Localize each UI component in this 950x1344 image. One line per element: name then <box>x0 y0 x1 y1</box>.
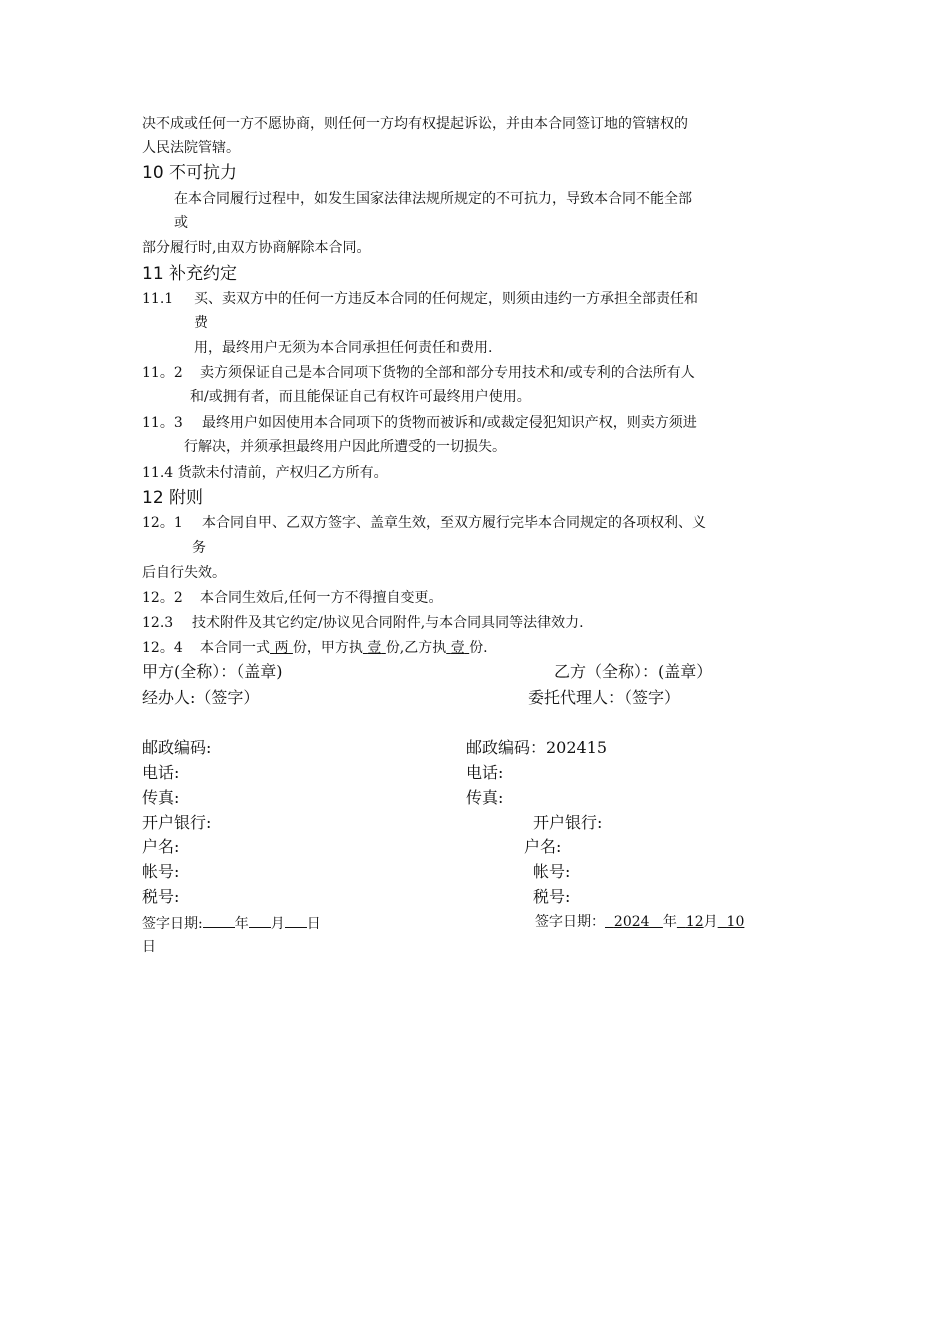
party-a-month-blank <box>249 913 271 928</box>
party-a-copies-value: 壹 <box>367 640 382 656</box>
party-b-sign-date-label: 签字日期： <box>535 914 605 930</box>
clause-11-2-number: 11。2 <box>142 365 183 381</box>
clause-12-4-text <box>200 639 488 657</box>
party-a-tax-number: 税号: <box>142 887 180 906</box>
party-a-month-label: 月 <box>270 916 285 932</box>
party-a-agent-label: 经办人:（签字） <box>142 688 260 707</box>
party-a-fax: 传真: <box>142 788 180 807</box>
party-b-account-name: 户名: <box>524 837 562 856</box>
clause-9-line-2: 人民法院管辖。 <box>142 140 240 156</box>
clause-10-line-3: 部分履行时,由双方协商解除本合同。 <box>142 240 371 256</box>
clause-12-3-text: 技术附件及其它约定/协议见合同附件,与本合同具同等法律效力. <box>192 615 584 631</box>
clause-12-4-part-1: 本合同一式 <box>200 640 270 656</box>
clause-11-2-line-1: 卖方须保证自己是本合同项下货物的全部和部分专用技术和/或专利的合法所有人 <box>200 365 695 381</box>
clause-11-1-number: 11.1 <box>142 291 174 307</box>
party-b-sign-date <box>535 913 744 931</box>
party-a-account-name: 户名: <box>142 837 180 856</box>
party-a-phone: 电话: <box>142 763 180 782</box>
party-a-bank: 开户银行: <box>142 813 212 832</box>
party-b-account-number: 帐号: <box>533 862 571 881</box>
clause-11-3-number: 11。3 <box>142 415 183 431</box>
party-a-postcode: 邮政编码: <box>142 738 212 757</box>
clause-12-1-line-2: 务 <box>192 540 206 556</box>
party-b-phone: 电话: <box>466 763 504 782</box>
clause-9-line-1: 决不成或任何一方不愿协商，则任何一方均有权提起诉讼，并由本合同签订地的管辖权的 <box>142 116 688 132</box>
party-a-year-label: 年 <box>234 916 249 932</box>
party-a-year-blank <box>203 913 235 928</box>
party-a-sign-date-label: 签字日期: <box>142 916 203 932</box>
party-b-tax-number: 税号: <box>533 887 571 906</box>
party-b-agent-label: 委托代理人：（签字） <box>528 688 681 707</box>
party-b-copies-value: 壹 <box>450 640 465 656</box>
party-b-year-value: 2024 <box>613 914 650 930</box>
clause-12-1-number: 12。1 <box>142 515 183 531</box>
clause-11-3-line-1: 最终用户如因使用本合同项下的货物而被诉和/或裁定侵犯知识产权，则卖方须进 <box>202 415 697 431</box>
party-b-bank: 开户银行: <box>533 813 603 832</box>
party-a-day-label: 日 <box>306 916 321 932</box>
party-b-name-label: 乙方（全称）：(盖章） <box>554 662 713 681</box>
party-b-month-label: 月 <box>703 914 718 930</box>
section-10-heading: 10 不可抗力 <box>142 163 238 183</box>
party-a-account-number: 帐号: <box>142 862 180 881</box>
party-b-postcode: 邮政编码：202415 <box>466 738 608 757</box>
clause-11-4: 11.4 货款未付清前，产权归乙方所有。 <box>142 465 388 481</box>
party-a-day-blank <box>285 913 307 928</box>
clause-12-1-line-1: 本合同自甲、乙双方签字、盖章生效，至双方履行完毕本合同规定的各项权利、义 <box>202 515 706 531</box>
clause-11-2-line-2: 和/或拥有者，而且能保证自己有权许可最终用户使用。 <box>190 389 531 405</box>
clause-12-2-number: 12。2 <box>142 590 183 606</box>
section-11-heading: 11 补充约定 <box>142 264 238 284</box>
clause-11-1-line-3: 用，最终用户无须为本合同承担任何责任和费用. <box>194 340 493 356</box>
clause-12-4-part-4: 份. <box>469 640 488 656</box>
clause-12-4-number: 12。4 <box>142 640 183 656</box>
clause-11-3-line-2: 行解决，并须承担最终用户因此所遭受的一切损失。 <box>184 439 506 455</box>
clause-12-2-text: 本合同生效后,任何一方不得擅自变更。 <box>200 590 443 606</box>
clause-12-3-number: 12.3 <box>142 615 174 631</box>
clause-11-1-line-2: 费 <box>194 315 208 331</box>
clause-12-4-part-2: 份，甲方执 <box>292 640 363 656</box>
clause-10-line-1: 在本合同履行过程中，如发生国家法律法规所规定的不可抗力，导致本合同不能全部 <box>174 191 692 207</box>
clause-12-4-part-3: 份,乙方执 <box>385 640 447 656</box>
party-b-year-label: 年 <box>662 914 677 930</box>
party-a-name-label: 甲方(全称）：（盖章) <box>142 662 283 681</box>
clause-12-1-line-3: 后自行失效。 <box>142 565 226 581</box>
party-b-month-value: 12 <box>685 914 704 930</box>
party-b-day-value: 10 <box>726 914 745 930</box>
party-b-day-label: 日 <box>142 939 156 955</box>
clause-10-line-2: 或 <box>174 215 188 231</box>
section-12-heading: 12 附则 <box>142 488 204 508</box>
clause-11-1-line-1: 买、卖双方中的任何一方违反本合同的任何规定，则须由违约一方承担全部责任和 <box>194 291 698 307</box>
party-b-fax: 传真: <box>466 788 504 807</box>
total-copies-value: 两 <box>274 640 289 656</box>
party-a-sign-date <box>142 913 321 933</box>
